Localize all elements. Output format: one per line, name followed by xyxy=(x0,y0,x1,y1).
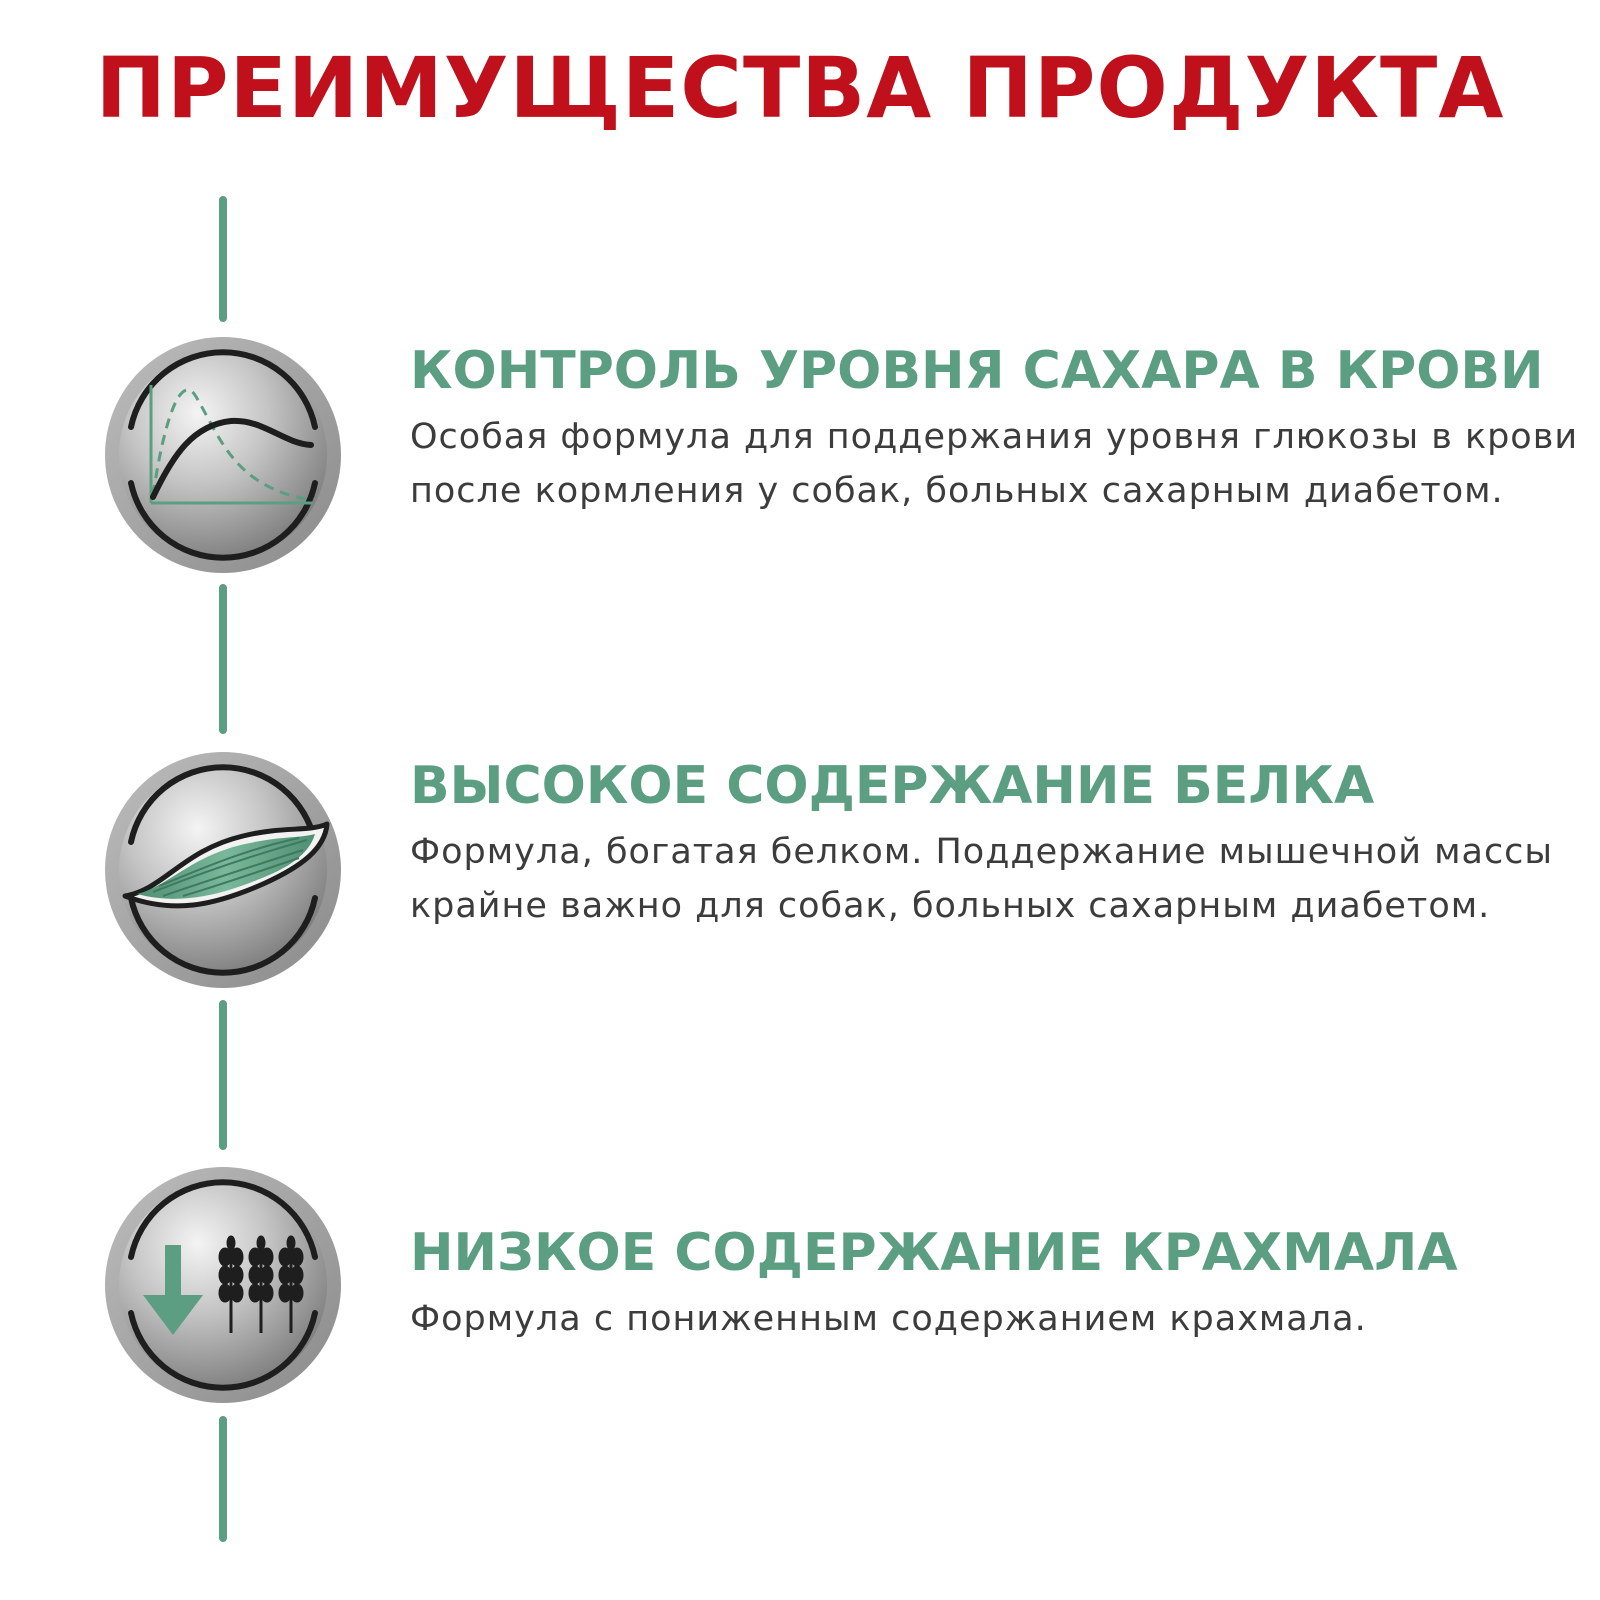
timeline-line-1 xyxy=(219,584,227,734)
timeline-line-top xyxy=(219,196,227,322)
timeline-line-bottom xyxy=(219,1416,227,1542)
feature-description: Особая формула для поддержания уровня глюкозы в крови после кормления у собак, больных сахарным диабетом. xyxy=(410,417,1579,511)
muscle-icon xyxy=(103,750,343,990)
feature-protein xyxy=(410,755,1585,933)
feature-heading: НИЗКОЕ СОДЕРЖАНИЕ КРАХМАЛА xyxy=(410,1223,1458,1283)
blood-sugar-curve-icon xyxy=(103,335,343,575)
feature-description: Формула с пониженным содержанием крахмала. xyxy=(410,1299,1367,1339)
timeline-line-2 xyxy=(219,1000,227,1150)
feature-blood-sugar xyxy=(410,340,1585,518)
feature-heading: ВЫСОКОЕ СОДЕРЖАНИЕ БЕЛКА xyxy=(410,756,1375,816)
low-starch-grain-icon xyxy=(103,1165,343,1405)
page-title: ПРЕИМУЩЕСТВА ПРОДУКТА xyxy=(95,39,1505,137)
feature-description: Формула, богатая белком. Поддержание мышечной массы крайне важно для собак, больных сахарным диабетом. xyxy=(410,832,1554,926)
feature-heading: КОНТРОЛЬ УРОВНЯ САХАРА В КРОВИ xyxy=(410,341,1544,401)
feature-low-starch xyxy=(410,1222,1585,1346)
